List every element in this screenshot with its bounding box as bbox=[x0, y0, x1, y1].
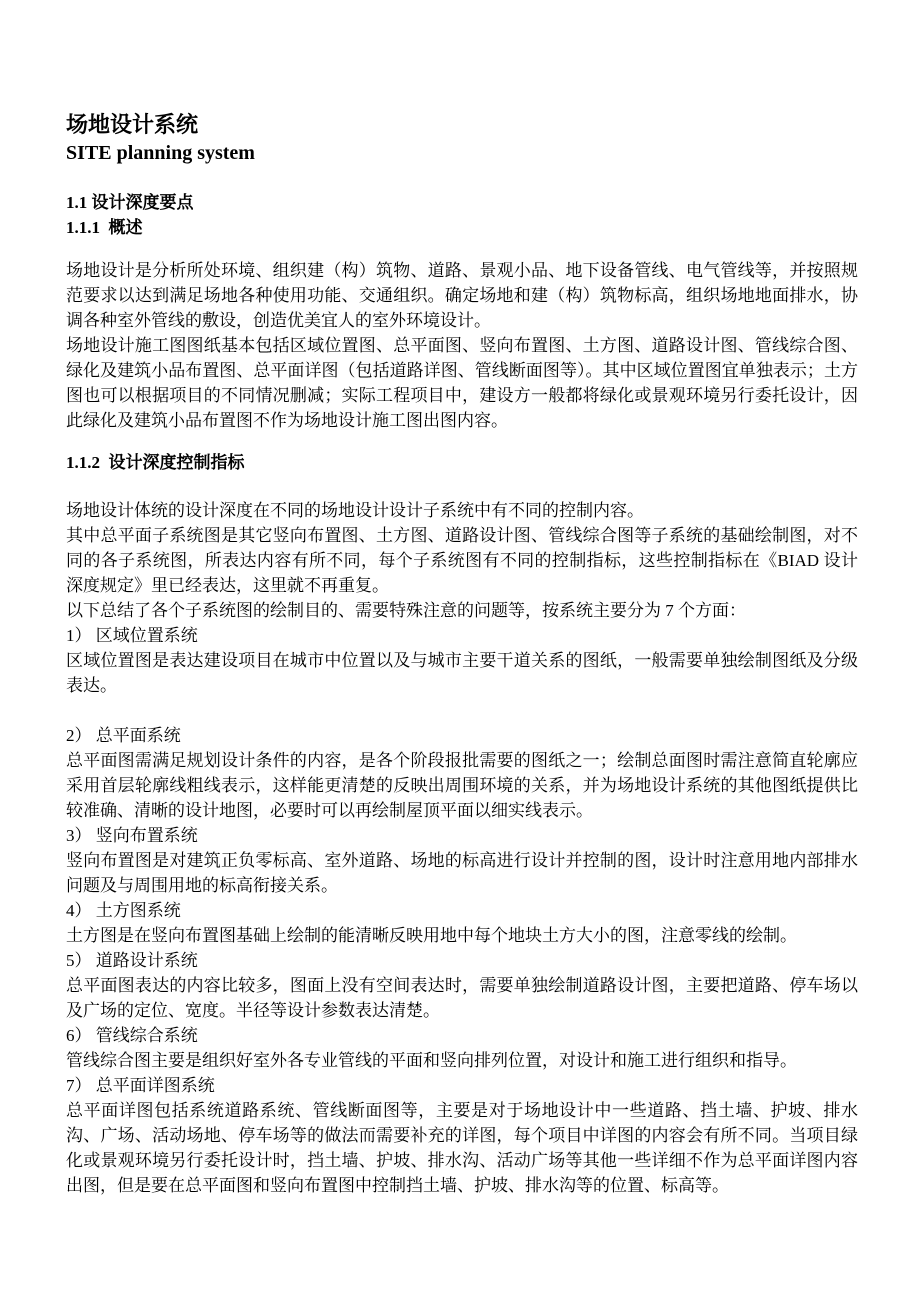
subsystem-label-7: 7） 总平面详图系统 bbox=[66, 1076, 215, 1095]
subsystem-body-2: 总平面图需满足规划设计条件的内容，是各个阶段报批需要的图纸之一；绘制总面图时需注意简直轮廓应采用首层轮廓线粗线表示，这样能更清楚的反映出周围环境的关系，并为场地设计系统的其他图纸提供比较准确、清晰的设计地图，必要时可以再绘制屋顶平面以细实线表示。 bbox=[66, 751, 858, 820]
subsystem-body-5: 总平面图表达的内容比较多，图面上没有空间表达时，需要单独绘制道路设计图，主要把道路、停车场以及广场的定位、宽度。半径等设计参数表达清楚。 bbox=[66, 976, 858, 1020]
subsystem-body-4: 土方图是在竖向布置图基础上绘制的能清晰反映用地中每个地块土方大小的图，注意零线的绘制。 bbox=[66, 926, 797, 945]
subsystem-item-2 bbox=[66, 723, 858, 823]
depth-paragraph-3: 以下总结了各个子系统图的绘制目的、需要特殊注意的问题等，按系统主要分为 7 个方面： bbox=[66, 601, 746, 620]
subsystem-label-4: 4） 土方图系统 bbox=[66, 901, 181, 920]
subsystem-item-4 bbox=[66, 898, 858, 948]
subsystem-label-3: 3） 竖向布置系统 bbox=[66, 826, 198, 845]
subsystem-body-3: 竖向布置图是对建筑正负零标高、室外道路、场地的标高进行设计并控制的图，设计时注意用地内部排水问题及与周围用地的标高衔接关系。 bbox=[66, 851, 858, 895]
subsystem-label-6: 6） 管线综合系统 bbox=[66, 1026, 198, 1045]
subsystem-body-6: 管线综合图主要是组织好室外各专业管线的平面和竖向排列位置，对设计和施工进行组织和指导。 bbox=[66, 1051, 797, 1070]
section-heading-1-1-2: 1.1.2 设计深度控制指标 bbox=[66, 453, 245, 472]
overview-paragraph-2: 场地设计施工图图纸基本包括区域位置图、总平面图、竖向布置图、土方图、道路设计图、管线综合图、绿化及建筑小品布置图、总平面详图（包括道路详图、管线断面图等）。其中区域位置图宜单独表示；土方图也可以根据项目的不同情况删减；实际工程项目中，建设方一般都将绿化或景观环境另行委托设计，因此绿化及建筑小品布置图不作为场地设计施工图出图内容。 bbox=[66, 336, 858, 430]
subsystem-item-7 bbox=[66, 1073, 858, 1198]
section-heading-1-1-1: 1.1.1 概述 bbox=[66, 218, 143, 237]
subsystem-body-7: 总平面详图包括系统道路系统、管线断面图等，主要是对于场地设计中一些道路、挡土墙、护坡、排水沟、广场、活动场地、停车场等的做法而需要补充的详图，每个项目中详图的内容会有所不同。当项目绿化或景观环境另行委托设计时，挡土墙、护坡、排水沟、活动广场等其他一些详细不作为总平面详图内容出图，但是要在总平面图和竖向布置图中控制挡土墙、护坡、排水沟等的位置、标高等。 bbox=[66, 1101, 858, 1195]
subsystem-item-1 bbox=[66, 623, 858, 698]
document-title-en: SITE planning system bbox=[66, 142, 255, 164]
overview-paragraph-1: 场地设计是分析所处环境、组织建（构）筑物、道路、景观小品、地下设备管线、电气管线等，并按照规范要求以达到满足场地各种使用功能、交通组织。确定场地和建（构）筑物标高，组织场地地面排水，协调各种室外管线的敷设，创造优美宜人的室外环境设计。 bbox=[66, 261, 858, 330]
document-title-cn: 场地设计系统 bbox=[66, 112, 199, 137]
subsystem-label-5: 5） 道路设计系统 bbox=[66, 951, 198, 970]
subsystem-label-1: 1） 区域位置系统 bbox=[66, 626, 198, 645]
depth-paragraph-1: 场地设计体统的设计深度在不同的场地设计设计子系统中有不同的控制内容。 bbox=[66, 501, 644, 520]
section-heading-1-1: 1.1 设计深度要点 bbox=[66, 193, 194, 212]
subsystem-label-2: 2） 总平面系统 bbox=[66, 726, 181, 745]
subsystem-item-6 bbox=[66, 1023, 858, 1073]
subsystem-item-5 bbox=[66, 948, 858, 1023]
subsystem-item-3 bbox=[66, 823, 858, 898]
subsystem-body-1: 区域位置图是表达建设项目在城市中位置以及与城市主要干道关系的图纸，一般需要单独绘制图纸及分级表达。 bbox=[66, 651, 858, 695]
depth-paragraph-2: 其中总平面子系统图是其它竖向布置图、土方图、道路设计图、管线综合图等子系统的基础绘制图，对不同的各子系统图，所表达内容有所不同，每个子系统图有不同的控制指标，这些控制指标在《BIAD 设计深度规定》里已经表达，这里就不再重复。 bbox=[66, 526, 858, 595]
